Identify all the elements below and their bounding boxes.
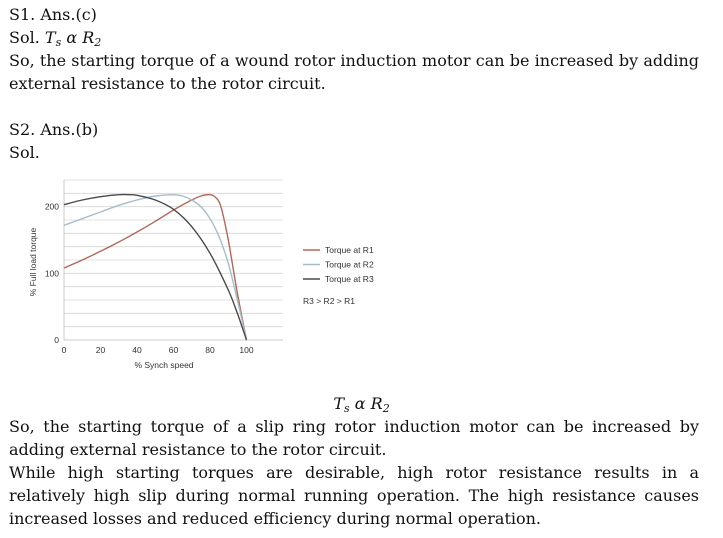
chart-x-axis-label: % Synch speed <box>134 360 194 370</box>
legend-label-r1: Torque at R1 <box>325 245 374 255</box>
s2-explanations <box>9 415 699 530</box>
s1-formula: $T_s$ α $R_2$ <box>44 28 102 49</box>
chart-y-axis-label: % Full load torque <box>28 227 38 297</box>
series-line-r2 <box>64 195 247 340</box>
legend-label-r2: Torque at R2 <box>325 259 374 270</box>
x-tick-label: 20 <box>95 345 106 355</box>
x-tick-label: 80 <box>205 345 215 355</box>
s2-sol-label: Sol. <box>9 143 40 162</box>
legend-label-r3: Torque at R3 <box>325 274 374 284</box>
chart-note: R3 > R2 > R1 <box>303 296 355 306</box>
y-tick-label: 100 <box>44 268 59 279</box>
x-tick-label: 0 <box>61 345 67 355</box>
s1-solution-line <box>9 26 699 49</box>
x-tick-label: 100 <box>239 345 254 355</box>
s2-answer: S2. Ans.(b) <box>9 120 99 139</box>
s2-explanation-1: So, the starting torque of a slip ring rotor induction motor can be increased by adding external resistance to the rotor circuit. <box>9 417 699 459</box>
x-tick-label: 60 <box>168 345 179 355</box>
solution-page <box>9 3 699 164</box>
y-tick-label: 0 <box>54 335 59 345</box>
s2-formula: $T_s$ α $R_2$ <box>333 394 390 415</box>
y-tick-label: 200 <box>44 201 59 212</box>
s2-explanation-2: While high starting torques are desirable, high rotor resistance results in a relatively high slip during normal running operation. The high resistance causes increased losses and reduced efficiency during normal operation. <box>9 463 699 528</box>
torque-speed-chart <box>26 170 406 380</box>
series-line-r3 <box>64 194 247 340</box>
s1-sol-label: Sol. <box>9 28 40 47</box>
s1-explanation: So, the starting torque of a wound rotor induction motor can be increased by adding external resistance to the rotor circuit. <box>9 51 699 93</box>
s1-answer: S1. Ans.(c) <box>9 5 97 24</box>
series-line-r1 <box>64 195 247 340</box>
x-tick-label: 40 <box>132 345 142 355</box>
